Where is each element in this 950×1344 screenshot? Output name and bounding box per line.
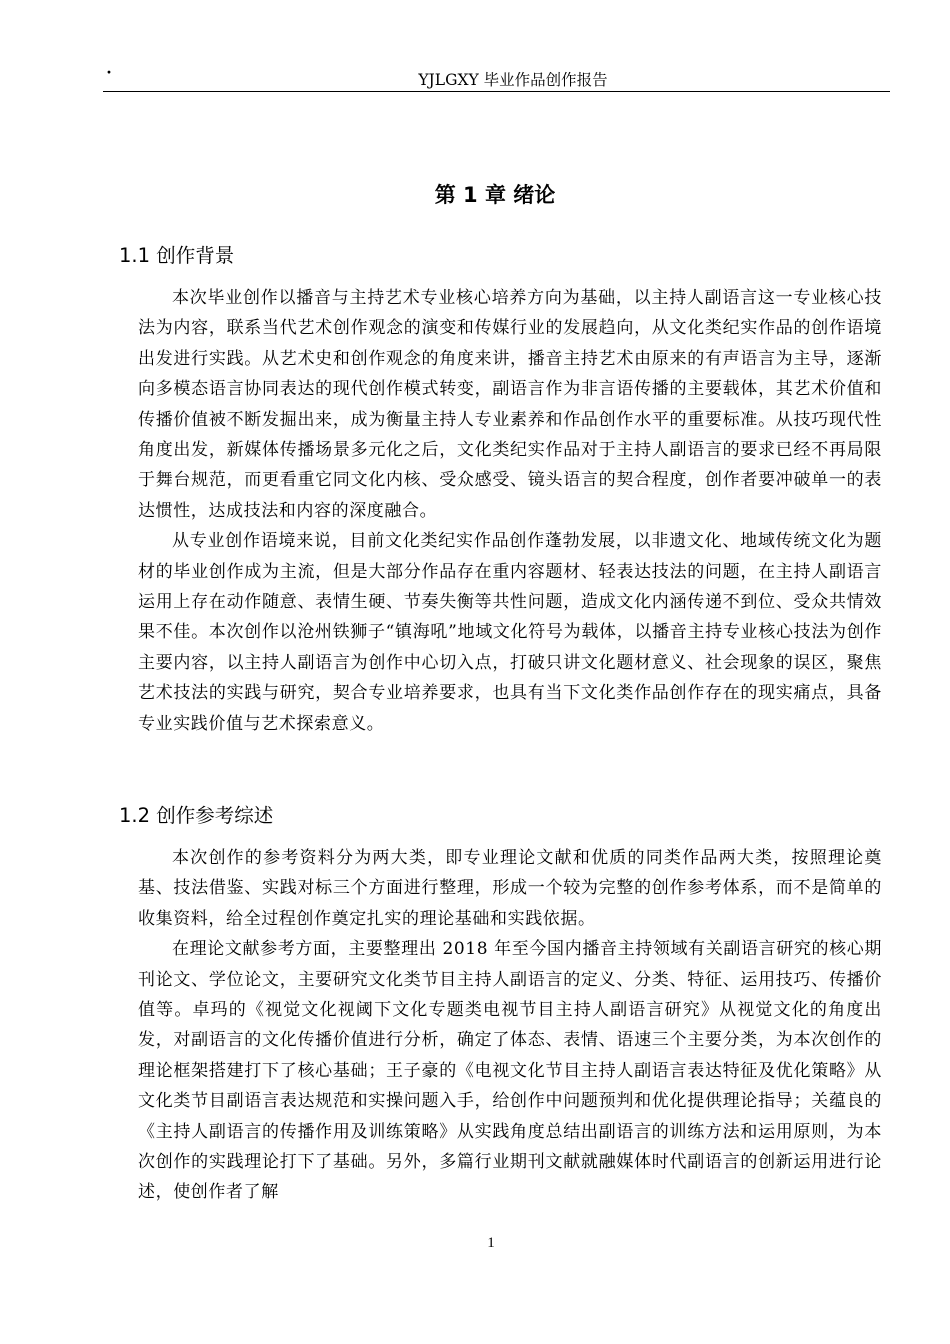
paragraph: 本次毕业创作以播音与主持艺术专业核心培养方向为基础，以主持人副语言这一专业核心技法为内容，联系当代艺术创作观念的演变和传媒行业的发展趋向，从文化类纪实作品的创作语境出发进行实践。从艺术史和创作观念的角度来讲，播音主持艺术由原来的有声语言为主导，逐渐向多模态语言协同表达的现代创作模式转变，副语言作为非言语传播的主要载体，其艺术价值和传播价值被不断发掘出来，成为衡量主持人专业素养和作品创作水平的重要标准。从技巧现代性角度出发，新媒体传播场景多元化之后，文化类纪实作品对于主持人副语言的要求已经不再局限于舞台规范，而更看重它同文化内核、受众感受、镜头语言的契合程度，创作者要冲破单一的表达惯性，达成技法和内容的深度融合。 [138, 288, 882, 521]
paragraph: 本次创作的参考资料分为两大类，即专业理论文献和优质的同类作品两大类，按照理论奠基、技法借鉴、实践对标三个方面进行整理，形成一个较为完整的创作参考体系，而不是简单的收集资料，给全过程创作奠定扎实的理论基础和实践依据。 [138, 848, 882, 929]
header-dot: · [106, 62, 113, 82]
paragraph: 从专业创作语境来说，目前文化类纪实作品创作蓬勃发展，以非遗文化、地域传统文化为题材的毕业创作成为主流，但是大部分作品存在重内容题材、轻表达技法的问题，在主持人副语言运用上存在动作随意、表情生硬、节奏失衡等共性问题，造成文化内涵传递不到位、受众共情效果不佳。本次创作以沧州铁狮子“镇海吼”地域文化符号为载体，以播音主持专业核心技法为创作主要内容，以主持人副语言为创作中心切入点，打破只讲文化题材意义、社会现象的误区，聚焦艺术技法的实践与研究，契合专业培养要求，也具有当下文化类作品创作存在的现实痛点，具备专业实践价值与艺术探索意义。 [138, 531, 882, 734]
section-body-references [138, 843, 882, 1208]
running-header-title: YJLGXY 毕业作品创作报告 [418, 71, 608, 89]
paragraph: 在理论文献参考方面，主要整理出 2018 年至今国内播音主持领域有关副语言研究的核心期刊论文、学位论文，主要研究文化类节目主持人副语言的定义、分类、特征、运用技巧、传播价值等。卓玛的《视觉文化视阈下文化专题类电视节目主持人副语言研究》从视觉文化的角度出发，对副语言的文化传播价值进行分析，确定了体态、表情、语速三个主要分类，为本次创作的理论框架搭建打下了核心基础；王子豪的《电视文化节目主持人副语言表达特征及优化策略》从文化类节目副语言表达规范和实操问题入手，给创作中问题预判和优化提供理论指导；关蕴良的《主持人副语言的传播作用及训练策略》从实践角度总结出副语言的训练方法和运用原则，为本次创作的实践理论打下了基础。另外，多篇行业期刊文献就融媒体时代副语言的创新运用进行论述，使创作者了解 [138, 939, 882, 1203]
section-title-background: 1.1 创作背景 [119, 244, 235, 267]
section-body-background [138, 283, 882, 739]
chapter-title: 第 1 章 绪论 [434, 183, 556, 207]
section-title-references: 1.2 创作参考综述 [119, 804, 274, 827]
page-number: 1 [487, 1235, 495, 1251]
header-divider [103, 91, 890, 92]
